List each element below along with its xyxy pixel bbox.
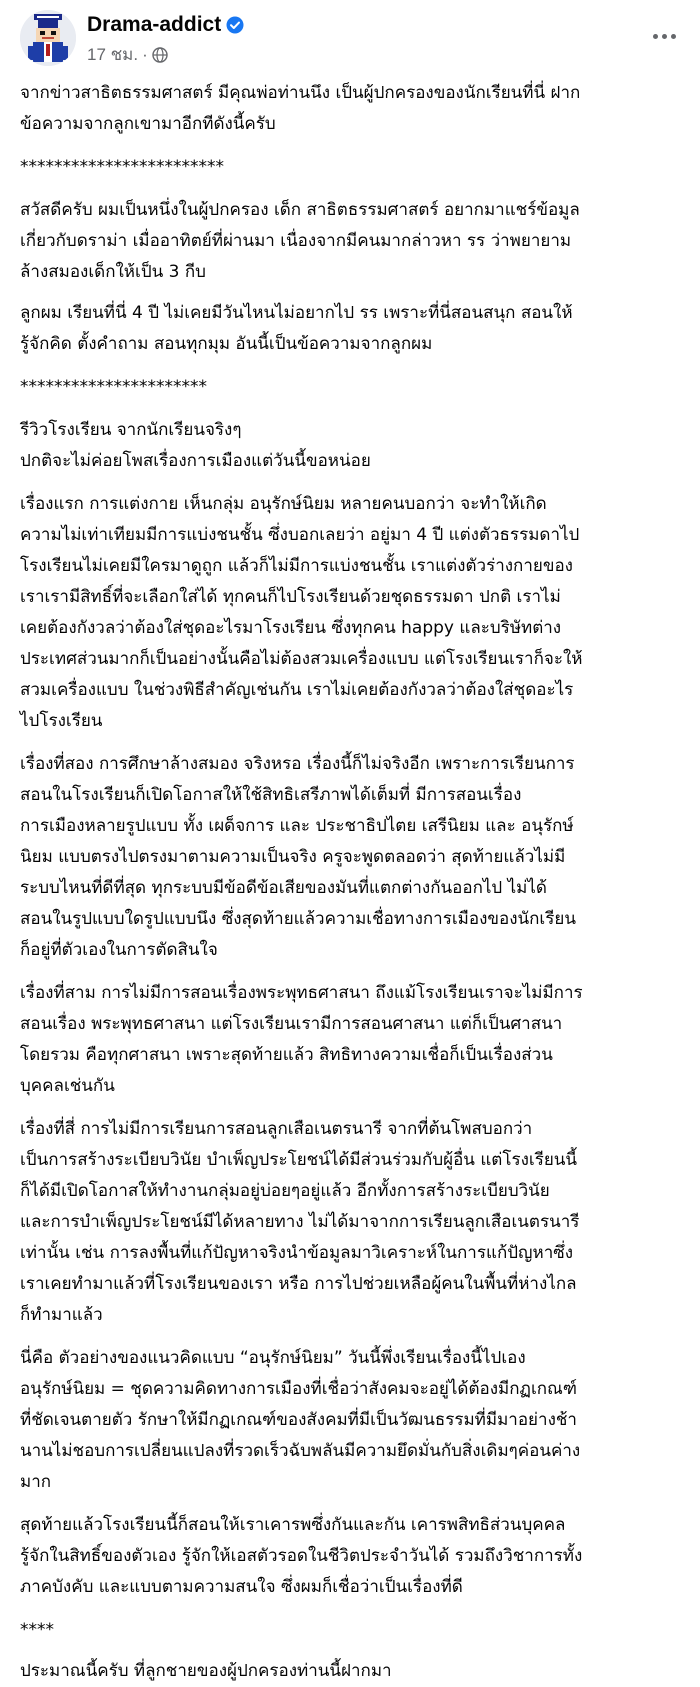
post-meta <box>87 41 168 68</box>
post-paragraph: ลูกผม เรียนที่นี่ 4 ปี ไม่เคยมีวันไหนไม่อยากไป รร เพราะที่นี่สอนสนุก สอนให้ รู้จักคิด ตั้งคำถาม สอนทุกมุม อันนี้เป็นข้อความจากลูกผม <box>20 303 573 354</box>
post-paragraph: เรื่องที่สอง การศึกษาล้างสมอง จริงหรอ เรื่องนี้ก็ไม่จริงอีก เพราะการเรียนการ สอนในโรงเรียนก็เปิดโอกาสให้ใช้สิทธิเสรีภาพได้เต็มที่ มีการสอนเรื่อง การเมืองหลายรูปแบบ ทั้ง เผด็จการ และ ประชาธิปไตย เสรีนิยม และ อนุรักษ์ นิยม แบบตรงไปตรงมาตามความเป็นจริง ครูจะพูดตลอดว่า สุดท้ายแล้วไม่มี ระบบไหนที่ดีที่สุด ทุกระบบมีข้อดีข้อเสียของมันที่แตกต่างกันออกไป ไม่ได้ สอนในรูปแบบใดรูปแบบนึง ซึ่งสุดท้ายแล้วความเชื่อทางการเมืองของนักเรียน ก็อยู่ที่ตัวเองในการตัดสินใจ <box>20 754 576 960</box>
post-paragraph: เรื่องที่สาม การไม่มีการสอนเรื่องพระพุทธศาสนา ถึงแม้โรงเรียนเราจะไม่มีการ สอนเรื่อง พระพุทธศาสนา แต่โรงเรียนเรามีการสอนศาสนา แต่ก็เป็นศาสนา โดยรวม คือทุกศาสนา เพราะสุดท้ายแล้ว สิทธิทางความเชื่อก็เป็นเรื่องส่วน บุคคลเช่นกัน <box>20 983 583 1096</box>
post-header <box>0 0 700 76</box>
post-paragraph: เรื่องที่สี่ การไม่มีการเรียนการสอนลูกเสือเนตรนารี จากที่ต้นโพสบอกว่า เป็นการสร้างระเบียบวินัย บำเพ็ญประโยชน์ได้มีส่วนร่วมกับผู้อื่น แต่โรงเรียนนี้ ก็ได้มีเปิดโอกาสให้ทำงานกลุ่มอยู่บ่อยๆอยู่แล้ว อีกทั้งการสร้างระเบียบวินัย และการบำเพ็ญประโยชน์มีได้หลายทาง ไม่ได้มาจากการเรียนลูกเสือเนตรนารี เท่านั้น เช่น การลงพื้นที่แก้ปัญหาจริงนำข้อมูลมาวิเคราะห์ในการแก้ปัญหาซึ่ง เราเคยทำมาแล้วที่โรงเรียนของเรา หรือ การไปช่วยเหลือผู้คนในพื้นที่ห่างไกล ก็ทำมาแล้ว <box>20 1119 580 1325</box>
more-options-icon-dot <box>662 34 667 39</box>
post-paragraph: จากข่าวสาธิตธรรมศาสตร์ มีคุณพ่อท่านนึง เป็นผู้ปกครองของนักเรียนที่นี่ ฝาก ข้อความจากลูกเขามาอีกทีดังนี้ครับ <box>20 83 581 134</box>
post-paragraph: เรื่องแรก การแต่งกาย เห็นกลุ่ม อนุรักษ์นิยม หลายคนบอกว่า จะทำให้เกิด ความไม่เท่าเทียมมีการแบ่งชนชั้น ซึ่งบอกเลยว่า อยู่มา 4 ปี แต่งตัวธรรมดาไป โรงเรียนไม่เคยมีใครมาดูถูก แล้วก็ไม่มีการแบ่งชนชั้น เราแต่งตัวร่างกายของ เราเรามีสิทธิ์ที่จะเลือกใส่ได้ ทุกคนก็ไปโรงเรียนด้วยชุดธรรมดา ปกติ เราไม่ เคยต้องกังวลว่าต้องใส่ชุดอะไรมาโรงเรียน ซึ่งทุกคน happy และบริษัทต่าง ประเทศส่วนมากก็เป็นอย่างนั้นคือไม่ต้องสวมเครื่องแบบ แต่โรงเรียนเราก็จะให้ สวมเครื่องแบบ ในช่วงพิธีสำคัญเช่นกัน เราไม่เคยต้องกังวลว่าต้องใส่ชุดอะไร ไปโรงเรียน <box>20 494 583 731</box>
post-paragraph: สุดท้ายแล้วโรงเรียนนี้ก็สอนให้เราเคารพซึ่งกันและกัน เคารพสิทธิส่วนบุคคล รู้จักในสิทธิ์ของตัวเอง รู้จักให้เอสตัวรอดในชีวิตประจำวันได้ รวมถึงวิชาการทั้ง ภาคบังคับ และแบบตามความสนใจ ซึ่งผมก็เชื่อว่าเป็นเรื่องที่ดี <box>20 1515 583 1597</box>
post-paragraph: รีวิวโรงเรียน จากนักเรียนจริงๆ ปกติจะไม่ค่อยโพสเรื่องการเมืองแต่วันนี้ขอหน่อย <box>20 420 371 471</box>
post-paragraph: ประมาณนี้ครับ ที่ลูกชายของผู้ปกครองท่านนี้ฝากมา <box>20 1661 392 1681</box>
post-paragraph: สวัสดีครับ ผมเป็นหนึ่งในผู้ปกครอง เด็ก สาธิตธรรมศาสตร์ อยากมาแชร์ข้อมูล เกี่ยวกับดราม่า เมื่ออาทิตย์ที่ผ่านมา เนื่องจากมีคนมากล่าวหา รร ว่าพยายาม ล้างสมองเด็กให้เป็น 3 กีบ <box>20 200 580 282</box>
globe-icon[interactable] <box>152 47 168 63</box>
post-paragraph: นี่คือ ตัวอย่างของแนวคิดแบบ “อนุรักษ์นิยม” วันนี้พึ่งเรียนเรื่องนี้ไปเอง อนุรักษ์นิยม = ชุดความคิดทางการเมืองที่เชื่อว่าสังคมจะอยู่ได้ต้องมีกฏเกณฑ์ ที่ชัดเจนตายตัว รักษาให้มีกฏเกณฑ์ของสังคมที่มีเป็นวัฒนธรรมที่มีมาอย่างช้า นานไม่ชอบการเปลี่ยนแปลงที่รวดเร็วฉับพลันมีความยึดมั่นกับสิ่งเดิมๆค่อนค่าง มาก <box>20 1348 581 1492</box>
post-separator-line: ************************ <box>20 157 224 177</box>
author-name[interactable]: Drama-addict <box>87 13 222 36</box>
post-body <box>20 76 684 1687</box>
author-row <box>87 13 244 37</box>
verified-badge-icon <box>226 16 244 34</box>
post-timestamp[interactable]: 17 ชม. <box>87 45 139 64</box>
more-options-icon-dot <box>671 34 676 39</box>
more-options-icon-dot <box>653 34 658 39</box>
post-separator-line: **** <box>20 1620 54 1640</box>
post-separator-line: ********************** <box>20 377 207 397</box>
avatar[interactable] <box>20 10 76 66</box>
meta-separator: · <box>142 44 148 64</box>
avatar-cartoon-icon <box>20 10 76 66</box>
more-options-button[interactable] <box>646 24 682 48</box>
